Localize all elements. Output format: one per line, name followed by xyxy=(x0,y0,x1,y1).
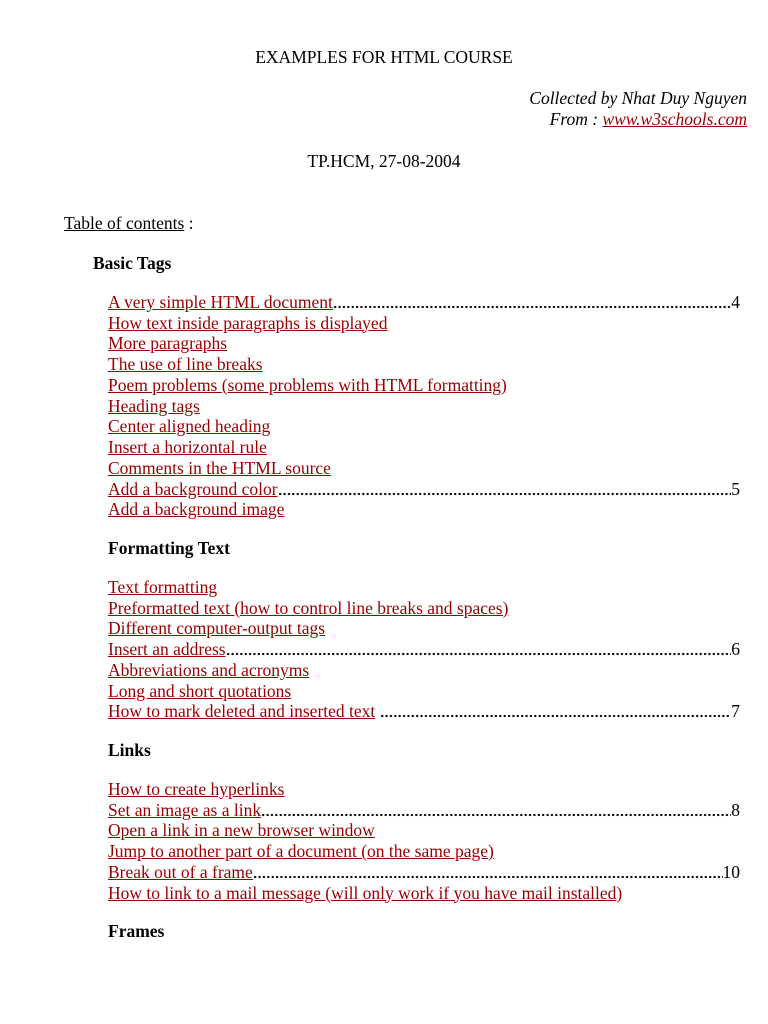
table-of-contents xyxy=(0,253,768,960)
toc-entry-link[interactable]: Center aligned heading xyxy=(108,416,271,437)
toc-entry xyxy=(0,660,768,681)
toc-entry-link[interactable]: How text inside paragraphs is displayed xyxy=(108,312,388,333)
section-heading: Frames xyxy=(108,921,165,942)
toc-entry-link[interactable]: Set an image as a link xyxy=(108,799,262,820)
toc-entry xyxy=(0,681,768,702)
toc-entry-link[interactable]: How to link to a mail message (will only work if you have mail installed) xyxy=(108,882,623,903)
source-line xyxy=(529,109,747,130)
toc-entry xyxy=(0,499,768,520)
toc-entry xyxy=(0,577,768,598)
toc-entry xyxy=(0,883,768,904)
toc-entry-link[interactable]: How to mark deleted and inserted text xyxy=(108,701,376,722)
toc-section-frames xyxy=(0,921,768,942)
section-heading: Links xyxy=(108,740,151,760)
toc-label-suffix: : xyxy=(184,213,194,233)
toc-entry-link[interactable]: Break out of a frame xyxy=(108,861,253,882)
toc-entry xyxy=(0,479,768,500)
collected-by: Collected by Nhat Duy Nguyen xyxy=(529,88,747,108)
toc-entry-link[interactable]: Add a background image xyxy=(108,499,285,520)
toc-entry-link[interactable]: Comments in the HTML source xyxy=(108,457,331,478)
toc-entry-link[interactable]: How to create hyperlinks xyxy=(108,778,285,799)
toc-section-basic-tags xyxy=(0,253,768,520)
dot-leader xyxy=(380,701,731,722)
dot-leader xyxy=(226,639,732,660)
toc-entry xyxy=(0,416,768,437)
toc-entry xyxy=(0,841,768,862)
toc-entry xyxy=(0,354,768,375)
toc-entry xyxy=(0,375,768,396)
dot-leader xyxy=(278,479,732,500)
section-heading: Basic Tags xyxy=(93,253,172,273)
place-date: TP.HCM, 27-08-2004 xyxy=(307,151,461,171)
toc-entry xyxy=(0,800,768,821)
source-label: From : xyxy=(549,108,603,129)
toc-entry-link[interactable]: Heading tags xyxy=(108,395,200,416)
toc-label xyxy=(64,213,194,234)
toc-label-text: Table of contents xyxy=(64,213,185,233)
toc-entry-link[interactable]: Jump to another part of a document (on the same page) xyxy=(108,841,494,861)
toc-entry-link[interactable]: Insert a horizontal rule xyxy=(108,437,267,457)
page-number: 7 xyxy=(731,701,740,722)
toc-entry-link[interactable]: The use of line breaks xyxy=(108,354,263,374)
attribution xyxy=(529,88,747,130)
page-number: 5 xyxy=(731,478,740,499)
dot-leader xyxy=(253,862,723,883)
dot-leader xyxy=(333,292,731,313)
toc-entry xyxy=(0,618,768,639)
toc-entry xyxy=(0,292,768,313)
toc-entry-link[interactable]: More paragraphs xyxy=(108,333,228,354)
toc-section-links xyxy=(0,740,768,903)
toc-entry-link[interactable]: Long and short quotations xyxy=(108,680,292,701)
toc-entry xyxy=(0,598,768,619)
toc-entry xyxy=(0,333,768,354)
toc-entry xyxy=(0,458,768,479)
page-number: 6 xyxy=(731,639,740,659)
toc-entry xyxy=(0,701,768,722)
toc-entry-link[interactable]: A very simple HTML document xyxy=(108,291,333,312)
toc-entry-link[interactable]: Preformatted text (how to control line breaks and spaces) xyxy=(108,597,509,618)
page-number: 10 xyxy=(722,861,740,882)
toc-entry-link[interactable]: Insert an address xyxy=(108,639,226,659)
toc-entry-link[interactable]: Poem problems (some problems with HTML formatting) xyxy=(108,374,507,395)
toc-entry xyxy=(0,820,768,841)
page-number: 4 xyxy=(731,291,740,312)
toc-entry-link[interactable]: Add a background color xyxy=(108,478,278,499)
toc-section-formatting-text xyxy=(0,538,768,722)
toc-entry-link[interactable]: Different computer-output tags xyxy=(108,618,326,639)
toc-entry xyxy=(0,313,768,334)
document-title: EXAMPLES FOR HTML COURSE xyxy=(255,47,513,67)
page-number: 8 xyxy=(731,799,740,820)
source-link[interactable]: www.w3schools.com xyxy=(602,108,747,129)
toc-entry xyxy=(0,437,768,458)
toc-entry-link[interactable]: Text formatting xyxy=(108,576,218,597)
toc-entry xyxy=(0,396,768,417)
toc-entry xyxy=(0,779,768,800)
toc-entry xyxy=(0,639,768,660)
toc-entry xyxy=(0,862,768,883)
toc-entry-link[interactable]: Abbreviations and acronyms xyxy=(108,659,310,680)
toc-entry-link[interactable]: Open a link in a new browser window xyxy=(108,820,375,841)
dot-leader xyxy=(261,800,731,821)
section-heading: Formatting Text xyxy=(108,538,231,558)
